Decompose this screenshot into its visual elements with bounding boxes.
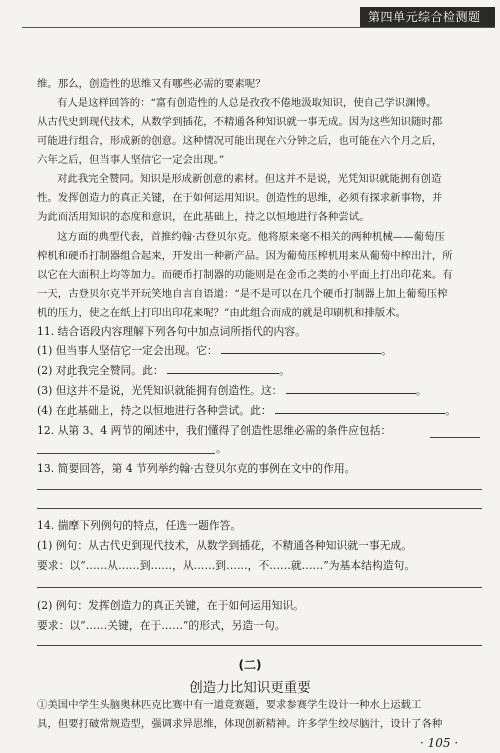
answer-line[interactable]: [37, 489, 482, 490]
passage-line: 六年之后，但当事人坚信它一定会出现。”: [37, 154, 225, 166]
header-rule: [22, 27, 495, 28]
passage-line: 有人是这样回答的：“富有创造性的人总是孜孜不倦地汲取知识，使自己学识渊博。: [57, 97, 437, 109]
q14-requirement-1: 要求：以“……从……到……，从……到……，不……就……”为基本结构造句。: [37, 559, 416, 572]
passage-line: 对此我完全赞同。知识是形成新创意的素材。但这并不是说，光凭知识就能拥有创造: [57, 173, 442, 185]
answer-line[interactable]: [430, 437, 480, 438]
passage-line: 为此而活用知识的态度和意识，在此基础上，持之以恒地进行各种尝试。: [37, 211, 370, 223]
answer-line[interactable]: [37, 508, 482, 509]
section-title: 创造力比知识更重要: [189, 680, 311, 696]
passage-line: 从古代史到现代技术，从数学到插花，不精通各种知识就一事无成。因为这些知识随时都: [37, 116, 443, 128]
passage-line: 性。发挥创造力的真正关键，在于如何运用知识。创造性的思维，必须有探求新事物，并: [37, 192, 443, 204]
header-title: 第四单元综合检测题: [368, 10, 481, 24]
section-label: (二): [238, 658, 262, 672]
answer-line[interactable]: [37, 587, 482, 588]
answer-line[interactable]: [37, 453, 215, 454]
passage2-line: ①美国中学生头脑奥林匹克比赛中有一道竞赛题，要求参赛学生设计一种水上运载工: [37, 699, 422, 711]
passage-line: 榨机和硬币打制器组合起来，开发出一种新产品。因为葡萄压榨机用来从葡萄中榨出汁，所: [37, 250, 453, 262]
q11-item-2: (2) 对此我完全赞同。此： 。: [37, 364, 290, 377]
q11-item-1: (1) 但当事人坚信它一定会出现。它： 。: [37, 344, 392, 357]
passage2-line: 具，但要打破常规造型，强调求异思维，体现创新精神。许多学生绞尽脑汁，设计了各种: [37, 718, 443, 730]
q14-requirement-2: 要求：以“……关键，在于……”的形式，另造一句。: [37, 619, 286, 632]
q13-stem: 13. 简要回答，第 4 节列举约翰·古登贝尔克的事例在文中的作用。: [37, 462, 356, 475]
answer-blank[interactable]: [286, 384, 416, 394]
q11-stem: 11. 结合语段内容理解下列各句中加点词所指代的内容。: [37, 325, 306, 338]
passage-line: 一天，古登贝尔克半开玩笑地自言自语道：“是不是可以在几个硬币打制器上加上葡萄压榨: [37, 288, 448, 300]
q11-item-4: (4) 在此基础上，持之以恒地进行各种尝试。此： 。: [37, 404, 456, 417]
q14-stem: 14. 揣摩下列例句的特点，任选一题作答。: [37, 519, 242, 532]
answer-line[interactable]: [37, 645, 482, 646]
header-bar: [360, 7, 495, 27]
answer-blank[interactable]: [275, 404, 445, 414]
q12-stem: 12. 从第 3、4 两节的阐述中，我们懂得了创造性思维必需的条件应包括：: [37, 424, 392, 437]
q11-item-3: (3) 但这并不是说，光凭知识就能拥有创造性。这： 。: [37, 384, 427, 397]
passage-line: 机的压力，使之在纸上打印出印花来呢？”由此组合而成的就是印刷机和排版术。: [37, 307, 406, 319]
answer-blank[interactable]: [167, 364, 279, 374]
passage-line: 这方面的典型代表，首推约翰·古登贝尔克。他将原来毫不相关的两种机械——葡萄压: [57, 231, 445, 243]
page-number: · 105 ·: [420, 736, 459, 750]
passage-line: 可能进行组合，形成新的创意。这种情况可能出现在六分钟之后，也可能在六个月之后，: [37, 135, 443, 147]
answer-blank[interactable]: [221, 344, 381, 354]
passage-line: 维。那么，创造性的思维又有哪些必需的要素呢？: [37, 78, 266, 90]
q14-example-1: (1) 例句：从古代史到现代技术，从数学到插花，不精通各种知识就一事无成。: [37, 539, 413, 552]
q14-example-2: (2) 例句：发挥创造力的真正关键，在于如何运用知识。: [37, 599, 305, 612]
passage-line: 以它在大面积上均等加力。而硬币打制器的功能则是在金币之类的小平面上打出印花来。有: [37, 269, 453, 281]
